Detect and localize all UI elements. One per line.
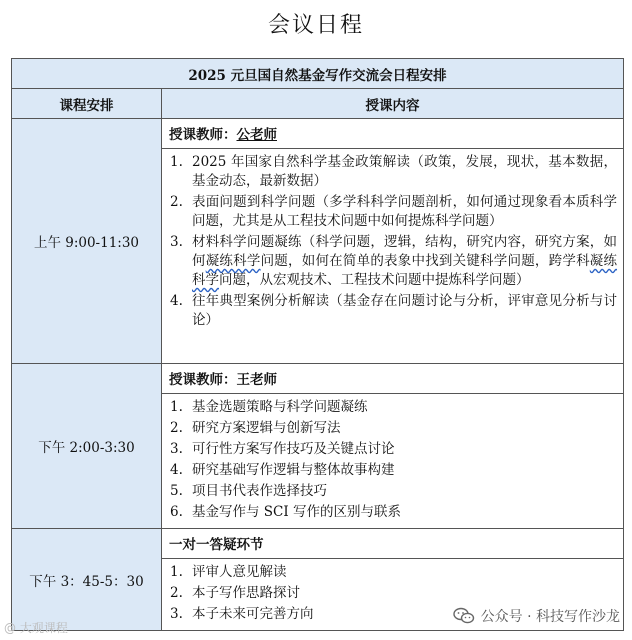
topic-list — [162, 149, 623, 336]
watermark-right-text: 公众号 · 科技写作沙龙 — [480, 609, 620, 625]
session-time: 下午 2:00-3:30 — [12, 364, 162, 529]
list-item: 3. 本子未来可完善方向 — [170, 606, 314, 622]
list-item: 6. 基金写作与 SCI 写作的区别与联系 — [170, 504, 401, 520]
teacher-name: 公老师 — [236, 127, 277, 143]
list-item: 1. 评审人意见解读 — [170, 564, 287, 580]
session-content — [162, 364, 624, 529]
list-item: 3. 材料科学问题凝练（科学问题，逻辑，结构，研究内容，研究方案，如何凝练科学问题，如何在简单的表象中找到关键科学问题，跨学科凝练科学问题，从宏观技术、工程技术问题中提炼科学问题） — [170, 234, 618, 288]
schedule-table — [11, 58, 624, 631]
list-item: 2. 研究方案逻辑与创新写法 — [170, 420, 341, 436]
teacher-line — [162, 119, 623, 149]
topic-list — [162, 394, 623, 528]
list-item: 2. 表面问题到科学问题（多学科科学问题剖析，如何通过现象看本质科学问题，尤其是从工程技术问题中如何提炼科学问题） — [170, 194, 617, 229]
watermark-right — [453, 606, 620, 626]
session-row-afternoon-1 — [12, 364, 624, 529]
session-row-morning — [12, 119, 624, 364]
highlighted-term: 凝练科学 — [205, 253, 261, 269]
list-item: 3. 可行性方案写作技巧及关键点讨论 — [170, 441, 395, 457]
list-item: 4. 往年典型案例分析解读（基金存在问题讨论与分析，评审意见分析与讨论） — [170, 293, 617, 328]
header-content: 授课内容 — [162, 89, 624, 119]
teacher-line: 授课教师：王老师 — [162, 364, 623, 394]
list-item: 4. 研究基础写作逻辑与整体故事构建 — [170, 462, 395, 478]
topic-3-text: 材料科学问题凝练（科学问题，逻辑，结构，研究内容，研究方案，如何凝练科学问题，如何在简单的表象中找到关键科学问题，跨学科凝练科学问题，从宏观技术、工程技术问题中提炼科学问题） — [192, 234, 618, 288]
page-title: 会议日程 — [267, 13, 364, 38]
list-item: 1. 基金选题策略与科学问题凝练 — [170, 399, 368, 415]
list-item: 2. 本子写作思路探讨 — [170, 585, 300, 601]
session-content — [162, 119, 624, 364]
session-time: 上午 9:00-11:30 — [12, 119, 162, 364]
watermark-left: @ 大观课程 — [4, 621, 68, 635]
teacher-label: 授课教师： — [169, 127, 237, 143]
header-schedule: 课程安排 — [12, 89, 162, 119]
session-time: 下午 3：45-5：30 — [12, 529, 162, 631]
highlighted-term: 凝练科学 — [192, 253, 618, 288]
list-item: 1. 2025 年国家自然科学基金政策解读（政策，发展，现状，基本数据，基金动态，最新数据） — [170, 154, 617, 189]
table-caption: 2025 元旦国自然基金写作交流会日程安排 — [12, 59, 624, 89]
list-item: 5. 项目书代表作选择技巧 — [170, 483, 327, 499]
wechat-icon — [453, 607, 475, 625]
teacher-line: 一对一答疑环节 — [162, 529, 623, 559]
